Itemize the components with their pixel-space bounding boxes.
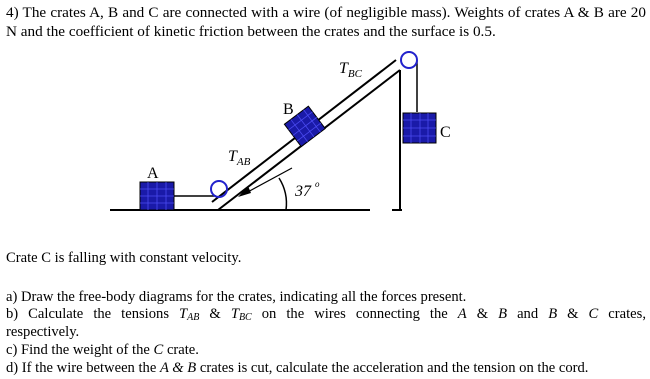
bottom-pulley bbox=[211, 181, 227, 197]
label-c: C bbox=[440, 124, 451, 141]
question-b-continued: respectively. bbox=[6, 324, 80, 340]
top-pulley bbox=[401, 52, 417, 68]
label-b: B bbox=[283, 101, 294, 118]
problem-statement: 4) The crates A, B and C are connected with a wire (of negligible mass). Weights of crates A & B are 20 N and the coefficient of kinetic friction between the crates and the surface is 0.5. bbox=[6, 4, 646, 40]
question-b: b) Calculate the tensions $T_{AB}$ & $T_{BC}$ on the wires connecting the A & B and B & C crates, bbox=[6, 306, 646, 323]
question-a: a) Draw the free-body diagrams for the crates, indicating all the forces present. bbox=[6, 289, 467, 305]
label-angle: 37 $^o$ bbox=[295, 179, 320, 200]
label-t-ab: $T_{AB}$ bbox=[228, 148, 251, 168]
crate-c bbox=[403, 113, 436, 143]
question-c: c) Find the weight of the C crate. bbox=[6, 342, 199, 358]
label-a: A bbox=[147, 165, 159, 182]
angle-arc bbox=[279, 178, 286, 210]
tension-ab-arrowhead bbox=[238, 186, 251, 197]
crate-a bbox=[140, 182, 174, 210]
question-d: d) If the wire between the A & B crates is cut, calculate the acceleration and the tension on the cord. bbox=[6, 360, 589, 376]
label-t-bc: $T_{BC}$ bbox=[339, 60, 362, 80]
condition-text: Crate C is falling with constant velocity. bbox=[6, 250, 242, 266]
